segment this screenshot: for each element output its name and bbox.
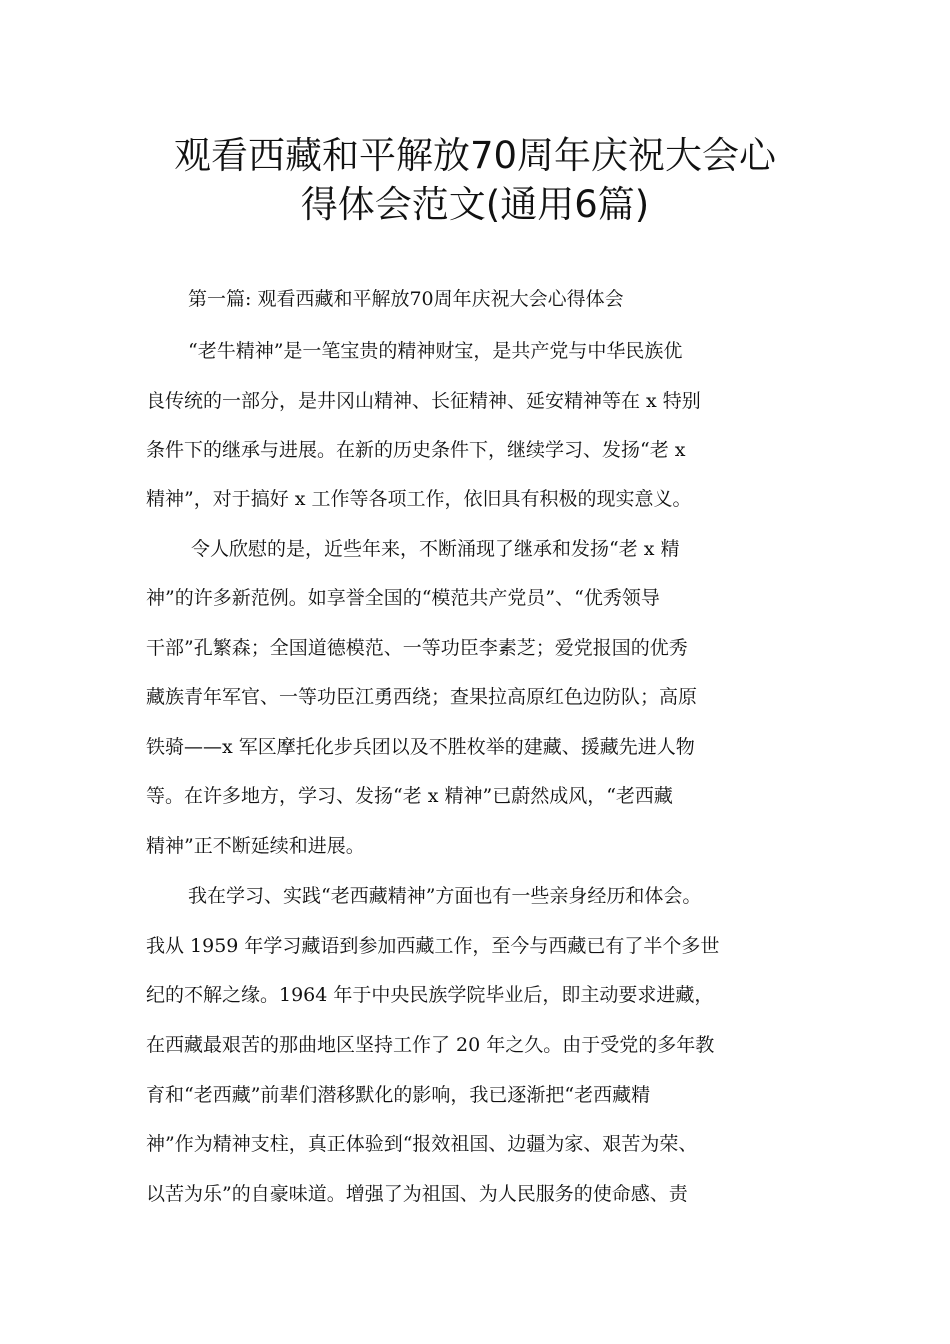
body-line: 等。在许多地方，学习、发扬“老 x 精神”已蔚然成风，“老西藏 xyxy=(146,785,673,807)
document-title-line-2: 得体会范文(通用6篇) xyxy=(300,183,650,226)
body-line: “老牛精神”是一笔宝贵的精神财宝，是共产党与中华民族优 xyxy=(188,340,683,362)
body-line: 我在学习、实践“老西藏精神”方面也有一些亲身经历和体会。 xyxy=(188,885,702,907)
body-line: 神”的许多新范例。如享誉全国的“模范共产党员”、“优秀领导 xyxy=(146,587,660,609)
body-line: 育和“老西藏”前辈们潜移默化的影响，我已逐渐把“老西藏精 xyxy=(146,1084,651,1106)
body-line: 纪的不解之缘。1964 年于中央民族学院毕业后，即主动要求进藏， xyxy=(146,984,714,1006)
body-line: 铁骑——x 军区摩托化步兵团以及不胜枚举的建藏、援藏先进人物 xyxy=(146,736,695,758)
body-line: 干部”孔繁森；全国道德模范、一等功臣李素芝；爱党报国的优秀 xyxy=(146,637,688,659)
body-line: 良传统的一部分，是井冈山精神、长征精神、延安精神等在 x 特别 xyxy=(146,390,701,412)
body-line: 神”作为精神支柱，真正体验到“报效祖国、边疆为家、艰苦为荣、 xyxy=(146,1133,698,1155)
body-line: 精神”正不断延续和进展。 xyxy=(146,835,365,857)
section-heading: 第一篇: 观看西藏和平解放70周年庆祝大会心得体会 xyxy=(188,288,624,310)
body-line: 藏族青年军官、一等功臣江勇西绕；查果拉高原红色边防队；高原 xyxy=(146,686,698,708)
body-line: 条件下的继承与进展。在新的历史条件下，继续学习、发扬“老 x xyxy=(146,439,686,461)
document-title-line-1: 观看西藏和平解放70周年庆祝大会心 xyxy=(173,134,777,177)
body-line: 在西藏最艰苦的那曲地区坚持工作了 20 年之久。由于受党的多年教 xyxy=(146,1034,715,1056)
body-line: 以苦为乐”的自豪味道。增强了为祖国、为人民服务的使命感、责 xyxy=(146,1183,688,1205)
body-line: 精神”，对于搞好 x 工作等各项工作，依旧具有积极的现实意义。 xyxy=(146,488,692,510)
body-line: 令人欣慰的是，近些年来，不断涌现了继承和发扬“老 x 精 xyxy=(191,538,680,560)
body-line: 我从 1959 年学习藏语到参加西藏工作，至今与西藏已有了半个多世 xyxy=(146,935,720,957)
